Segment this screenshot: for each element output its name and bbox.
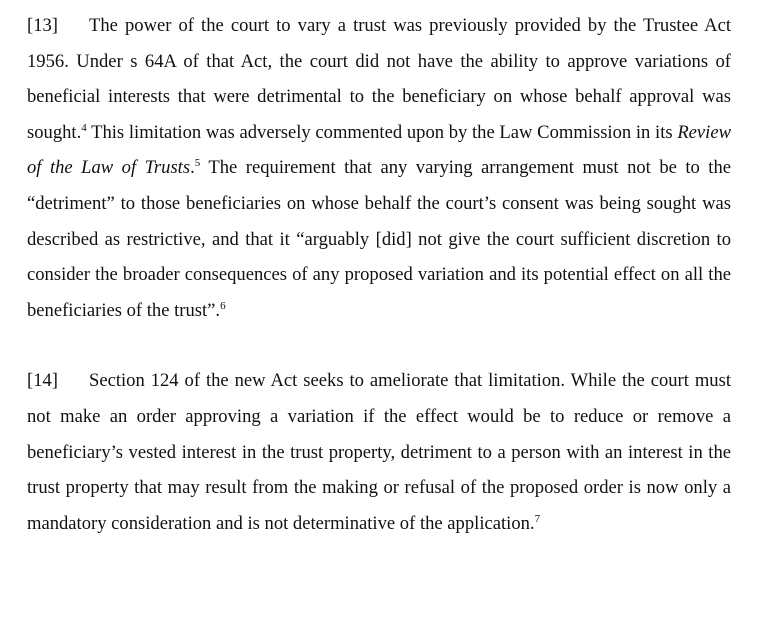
paragraph-number: [14] [27,370,58,392]
paragraph-text: This limitation was adversely commented upon by the Law Commission in its [86,121,678,143]
footnote-ref-5[interactable]: 5 [194,157,201,170]
paragraph-text: . [190,157,195,179]
report-title: Review of the Law of Trusts [27,121,731,179]
paragraph-13 [27,8,731,328]
footnote-ref-7[interactable]: 7 [534,512,541,525]
footnote-ref-4[interactable]: 4 [81,121,87,134]
paragraph-14 [27,363,731,541]
paragraph-text: Section 124 of the new Act seeks to ameliorate that limitation. While the court must not make an order approving a variation if the effect would be to reduce or remove a beneficiary’s vested interest in the trust property, detriment to a person with an interest in the trust property that may result from the making or refusal of the proposed order is now only a mandatory consideration and is not determinative of the application. [27,370,731,534]
paragraph-text: The power of the court to vary a trust was previously provided by the Trustee Act 1956. Under s 64A of that Act, the court did not have the ability to approve variations of beneficial interests that were detrimental to the beneficiary on whose behalf approval was sought. [27,15,731,143]
paragraph-text: The requirement that any varying arrangement must not be to the “detriment” to those beneficiaries on whose behalf the court’s consent was being sought was described as restrictive, and that it “arguably [did] not give the court sufficient discretion to consider the broader consequences of any proposed variation and its potential effect on all the beneficiaries of the trust”. [27,157,732,321]
footnote-ref-6[interactable]: 6 [220,299,226,312]
document-page [27,8,731,541]
paragraph-number: [13] [27,15,58,36]
